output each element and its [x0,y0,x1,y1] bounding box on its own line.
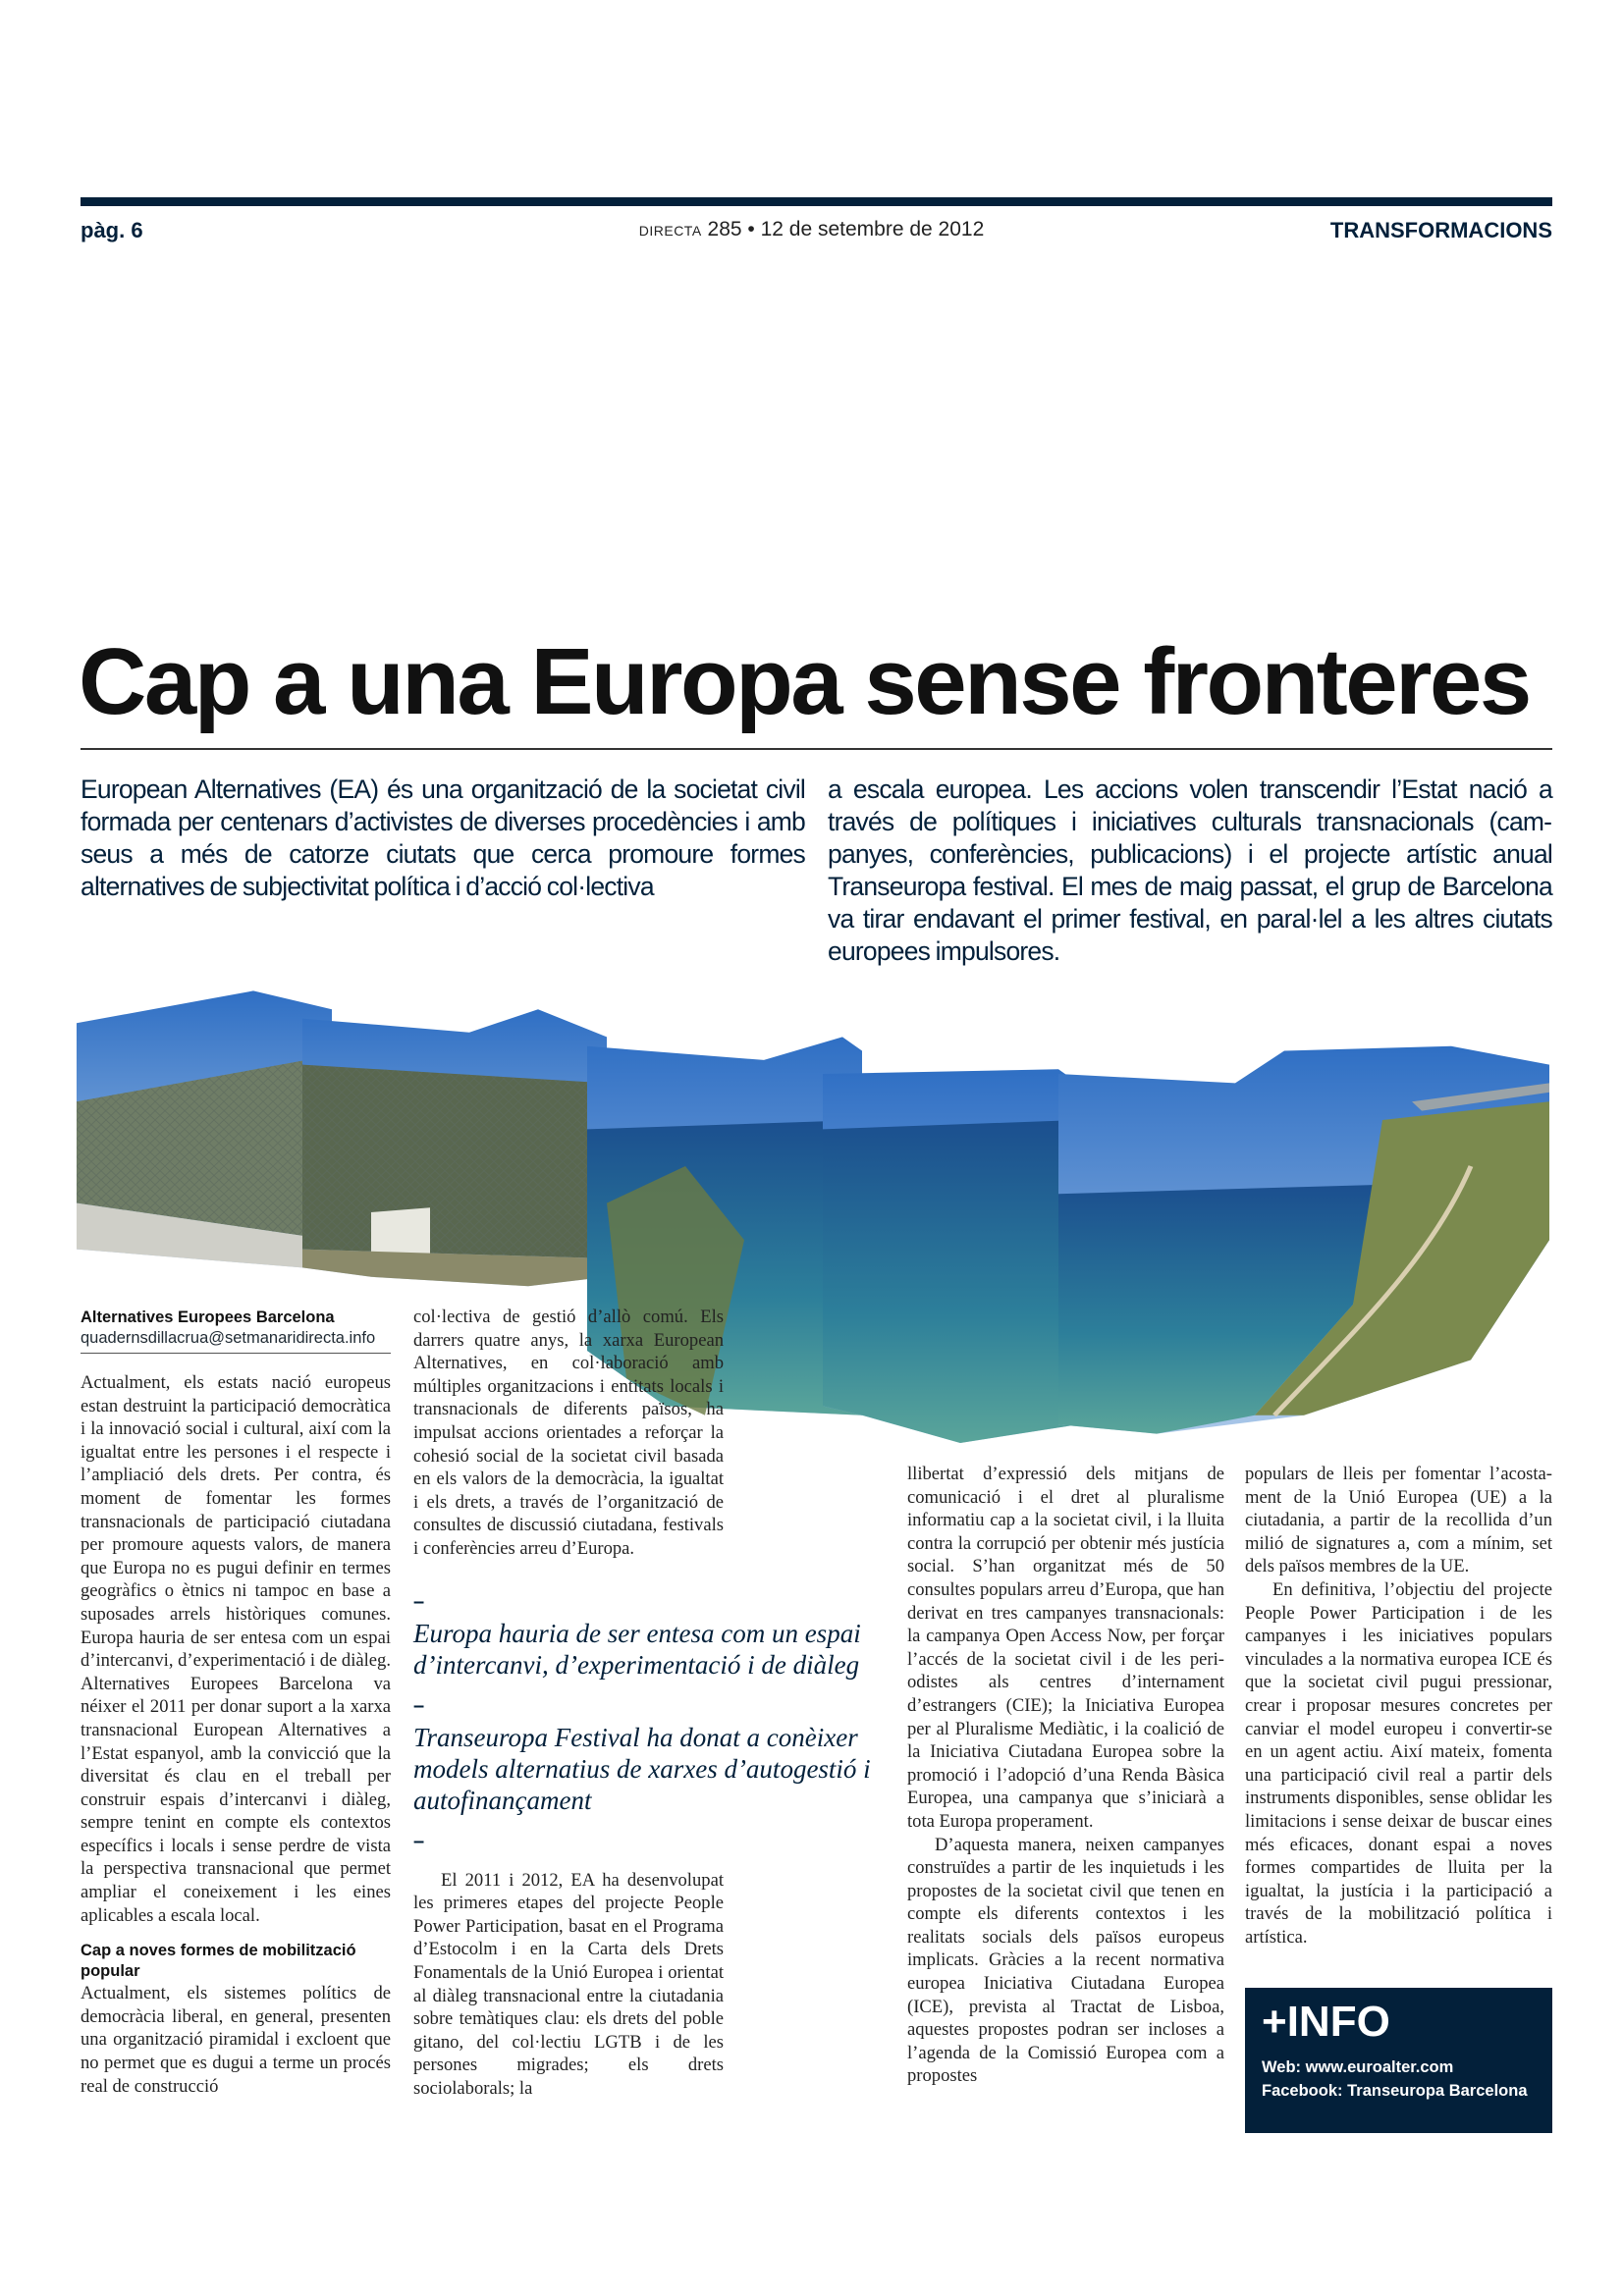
author-email[interactable]: quadernsdillacrua@setmanaridirecta.info [81,1329,376,1347]
column-4 [1245,1463,1552,2133]
pullquote-2: Transeuropa Festival ha donat a conèixer models alternatius de xarxes d’autogestió i autofinançament [413,1722,871,1815]
info-web-link[interactable]: Web: www.euroalter.com [1262,2058,1454,2077]
body-column-1b [81,1982,391,2098]
publication-name: DIRECTA [638,223,702,239]
paragraph: Actualment, els sistemes polítics de democràcia liberal, en general, presenten una organització piramidal i excloent que no permet que es dugui a terme un procés real de construcció [81,1983,391,2097]
body-column-4 [1245,1463,1552,1949]
title-rule [81,748,1552,750]
paragraph: D’aquesta manera, neixen campanyes construïdes a partir de les inquietuds i les propostes de la societat civil que tenen en compte els diferents contextos i les realitats socials dels països europeus implicats. Gràcies a la recent normativa europea Iniciativa Ciutadana Europea (ICE), prevista al Tractat de Lisboa, aquestes propostes podran ser incloses a l’agenda de la Comissió Europea com a propostes [907,1834,1224,2087]
article-title: Cap a una Europa sense fronteres [79,629,1530,734]
issue-info [491,218,1132,241]
section-name: TRANSFORMACIONS [1329,218,1552,242]
paragraph: El 2011 i 2012, EA ha desenvolupat les primeres etapes del projecte People Power Participation, basat en el Programa d’Estocolm i en la Carta dels Drets Fonamentals de la Unió Europea i orientat al diàleg transnacional entre la ciutadania sobre temàtiques clau: els drets del poble gitano, del col·lectiu LGTB i de les persones migrades; els drets sociolaborals; la [413,1869,724,2099]
page-number: pàg. 6 [81,218,143,242]
photo-panel-left [77,990,332,1267]
info-facebook-link[interactable]: Facebook: Transeuropa Barcelona [1262,2082,1528,2101]
body-column-3 [907,1463,1224,2088]
lead-right: a escala europea. Les accions volen transcendir l’Estat nació a través de polítiques i iniciatives culturals transnacionals (campanyes, conferències, publicacions) i el projecte artístic anual Transeuropa festival. El mes de maig passat, el grup de Barcelona va tirar endavant el primer festival, en paral·lel a les altres ciutats europees impulsores. [828,774,1552,966]
header-rule [81,197,1552,206]
pullquote-dash: – [413,1830,425,1852]
info-box [1245,1988,1552,2133]
paragraph: Actualment, els estats nació europeus estan destruint la participació democràtica i la innovació social i cultural, així com la igualtat entre les persones i el respecte i l’ampliació dels drets. Per contra, és moment de fomentar les formes transnacionals de participació ciutadana per promoure aquests valors, de manera que Europa no es pugui definir en termes geogràfics o ètnics ni tampoc en base a suposades arrels històriques comunes. Europa hauria de ser entesa com un espai d’intercanvi, d’experimentació i de diàleg. Alternatives Europees Barcelona va néixer el 2011 per donar suport a la xarxa transnacional European Alternatives a l’Estat espanyol, amb la convicció que la diversitat és clau en el treball per construir espais d’intercanvi i diàleg, sempre tenint en compte els contextos específics i locals i sense perdre de vista la perspectiva transnacional que permet ampliar el coneixement i les eines aplicables a escala local. [81,1372,391,1926]
pullquote-1: Europa hauria de ser entesa com un espai d’intercanvi, d’experimentació i de diàleg [413,1618,861,1680]
pullquote-dash: – [413,1694,425,1717]
byline [81,1308,391,1354]
paragraph: populars de lleis per fomentar l’acostament de la Unió Europea (UE) a la ciutadania, a partir de la recollida d’un milió de signatures a, com a mínim, set dels països membres de la UE. [1245,1464,1552,1577]
lead-left: European Alternatives (EA) és una organització de la societat civil formada per centenars d’activistes de diverses procedències i amb seus a més de catorze ciutats que cerca promoure formes alternatives de subjectivitat política i d’acció col·lectiva [81,774,805,901]
body-column-2b [413,1869,724,2101]
paragraph: llibertat d’expressió dels mitjans de comunicació i el dret al pluralisme informatiu cap a la societat civil, i la lluita contra la corrupció per obtenir més justícia social. S’han organitzat més de 50 consultes populars arreu d’Europa, que han derivat en tres campanyes transnacionals: la campanya Open Access Now, per forçar l’accés de la societat civil i de les periodistes als centres d’internament d’estrangers (CIE); la Iniciativa Europea per al Pluralisme Mediàtic, i la coalició de la Iniciativa Ciutadana Europea sobre la promoció i l’adopció d’una Renda Bàsica Europea, una campanya que s’iniciarà a tota Europa properament. [907,1464,1224,1832]
column-1 [81,1308,391,2098]
photo-panel-coast [1058,1046,1549,1434]
author: Alternatives Europees Barcelona [81,1308,335,1326]
photo-panel-fence [302,1009,607,1286]
issue-date: 285 • 12 de setembre de 2012 [707,218,985,240]
body-column-1 [81,1371,391,1927]
subheading: Cap a noves formes de mobilització popular [81,1942,356,1981]
column-2 [413,1306,875,2100]
paragraph: En definitiva, l’objectiu del projecte People Power Participation i de les campanyes i les iniciatives populars vinculades a la normativa europea ICE és que la societat civil pugui pressionar, crear i proposar mesures concretes per canviar el model europeu i convertir-se en un agent actiu. Així mateix, fomenta una participació civil real a partir dels instruments disponibles, sense oblidar les limitacions i sense deixar de buscar eines més eficaces, donant espai a noves formes compartides de lluita per la igualtat, la justícia i la participació a través de la mobilització política i artística. [1245,1578,1552,1948]
info-title: +INFO [1262,1998,1390,2047]
pullquote-dash: – [413,1590,425,1613]
body-column-2 [413,1306,724,1561]
paragraph: col·lectiva de gestió d’allò comú. Els darrers quatre anys, la xarxa European Alternatives, en col·laboració amb múltiples organitzacions i entitats locals i transnacionals de diferents països, ha impulsat accions orientades a reforçar la cohesió social de la societat civil basada en els valors de la democràcia, la igualtat i els drets, a través de l’organització de consultes de discussió ciutadana, festivals i conferències arreu d’Europa. [413,1307,724,1559]
